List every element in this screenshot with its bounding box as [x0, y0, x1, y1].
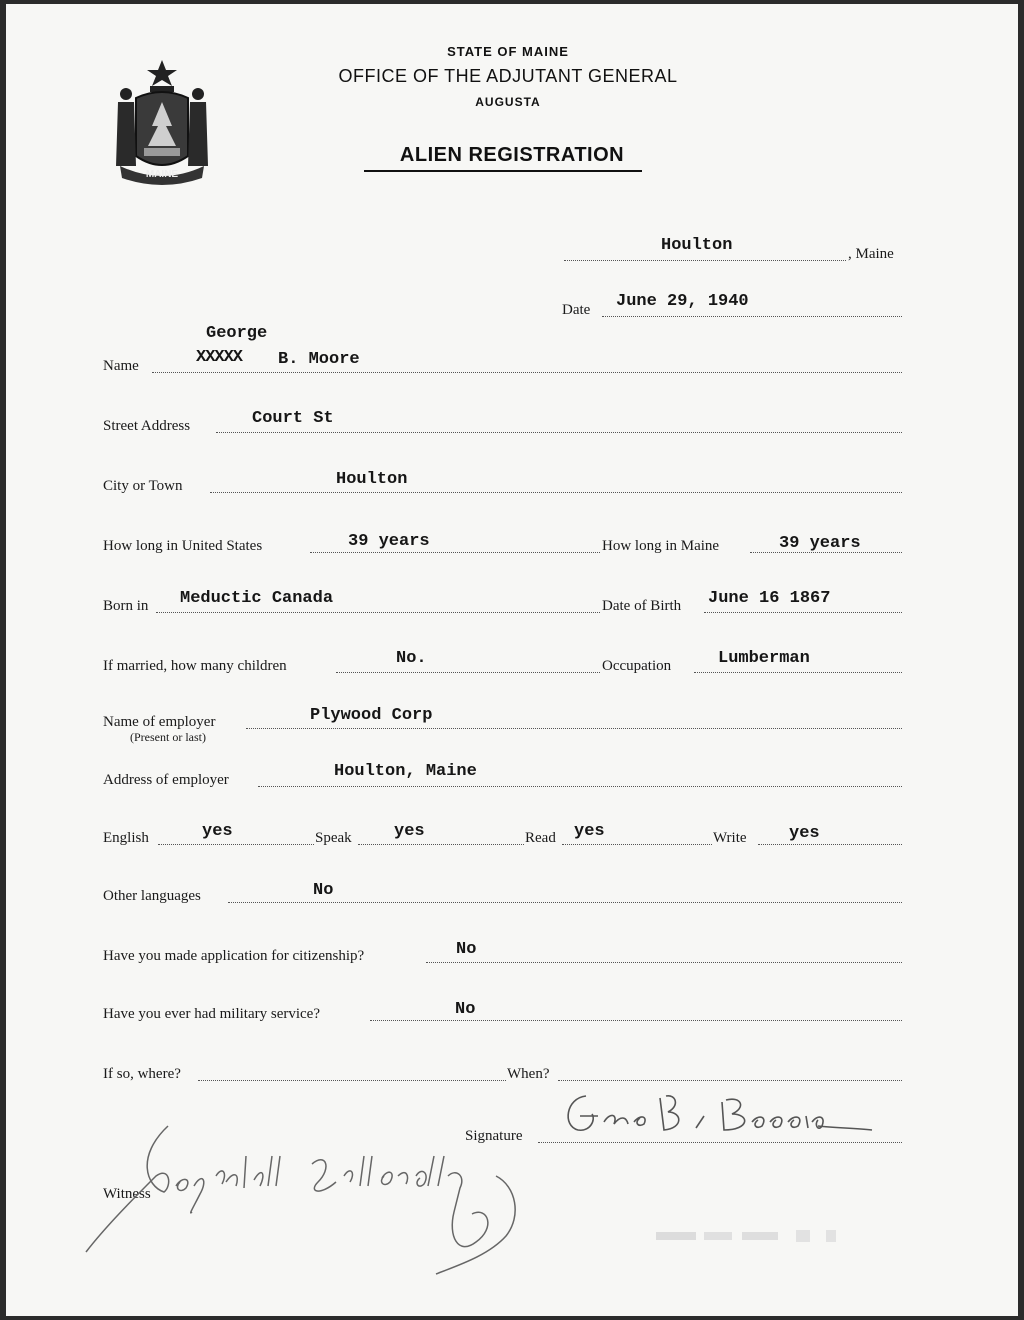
- employer-address-dots: [258, 786, 902, 787]
- office-heading: OFFICE OF THE ADJUTANT GENERAL: [338, 66, 678, 86]
- name-value: B. Moore: [278, 350, 360, 369]
- children-value: No.: [396, 649, 427, 668]
- city-dots: [210, 492, 902, 493]
- born-in-value: Meductic Canada: [180, 589, 334, 608]
- date-value: June 29, 1940: [616, 292, 749, 311]
- place-value: Houlton: [661, 236, 733, 255]
- citizenship-value: No: [456, 940, 477, 959]
- how-long-us-label: How long in United States: [103, 538, 263, 554]
- children-dots: [336, 672, 600, 673]
- employer-address-label: Address of employer: [103, 772, 229, 788]
- write-label: Write: [713, 830, 747, 846]
- write-value: yes: [789, 824, 820, 843]
- employer-address-value: Houlton, Maine: [334, 762, 477, 781]
- when-dots: [558, 1080, 902, 1081]
- other-languages-dots: [228, 902, 902, 903]
- witness-label: Witness: [103, 1186, 151, 1202]
- write-dots: [758, 844, 902, 845]
- registration-form: [6, 4, 1018, 1316]
- street-label: Street Address: [103, 418, 191, 434]
- city-value: Houlton: [336, 470, 408, 489]
- other-languages-label: Other languages: [103, 888, 201, 904]
- employer-dots: [246, 728, 902, 729]
- born-in-dots: [156, 612, 600, 613]
- read-label: Read: [525, 830, 556, 846]
- name-dots: [152, 372, 902, 373]
- city-label: City or Town: [103, 478, 183, 494]
- how-long-us-value: 39 years: [348, 532, 430, 551]
- dob-label: Date of Birth: [602, 598, 682, 614]
- how-long-maine-value: 39 years: [779, 534, 861, 553]
- born-in-label: Born in: [103, 598, 149, 614]
- read-value: yes: [574, 822, 605, 841]
- date-label: Date: [562, 302, 591, 318]
- how-long-us-dots: [310, 552, 600, 553]
- employer-label: Name of employer: [103, 714, 216, 730]
- speak-label: Speak: [315, 830, 352, 846]
- military-dots: [370, 1020, 902, 1021]
- how-long-maine-label: How long in Maine: [602, 538, 720, 554]
- other-languages-value: No: [313, 881, 334, 900]
- faded-stamp-mark: [656, 1226, 846, 1246]
- read-dots: [562, 844, 712, 845]
- date-dots: [602, 316, 902, 317]
- speak-dots: [358, 844, 524, 845]
- speak-value: yes: [394, 822, 425, 841]
- occupation-label: Occupation: [602, 658, 672, 674]
- svg-text:MAINE: MAINE: [145, 169, 179, 180]
- street-value: Court St: [252, 409, 334, 428]
- name-struck: XXXXX: [196, 348, 243, 367]
- english-value: yes: [202, 822, 233, 841]
- title-underline: [364, 170, 642, 172]
- city-heading: AUGUSTA: [475, 95, 541, 109]
- form-title: ALIEN REGISTRATION: [399, 144, 625, 166]
- employer-sublabel: (Present or last): [130, 730, 206, 744]
- signature-label: Signature: [465, 1128, 523, 1144]
- dob-value: June 16 1867: [708, 589, 831, 608]
- citizenship-dots: [426, 962, 902, 963]
- street-dots: [216, 432, 902, 433]
- witness-signature-handwriting: [76, 1116, 576, 1276]
- where-dots: [198, 1080, 506, 1081]
- place-dots: [564, 260, 846, 261]
- military-value: No: [455, 1000, 476, 1019]
- state-heading: STATE OF MAINE: [447, 44, 569, 59]
- military-label: Have you ever had military service?: [103, 1006, 320, 1022]
- occupation-dots: [694, 672, 902, 673]
- name-label: Name: [103, 358, 139, 374]
- name-correction: George: [206, 324, 268, 343]
- signature-handwriting: [556, 1086, 876, 1144]
- dob-dots: [704, 612, 902, 613]
- english-dots: [158, 844, 314, 845]
- children-label: If married, how many children: [103, 658, 287, 674]
- place-suffix: , Maine: [848, 246, 894, 262]
- employer-value: Plywood Corp: [310, 706, 433, 725]
- where-label: If so, where?: [103, 1066, 181, 1082]
- occupation-value: Lumberman: [718, 649, 810, 668]
- when-label: When?: [507, 1066, 550, 1082]
- english-label: English: [103, 830, 149, 846]
- citizenship-label: Have you made application for citizenship?: [103, 948, 365, 964]
